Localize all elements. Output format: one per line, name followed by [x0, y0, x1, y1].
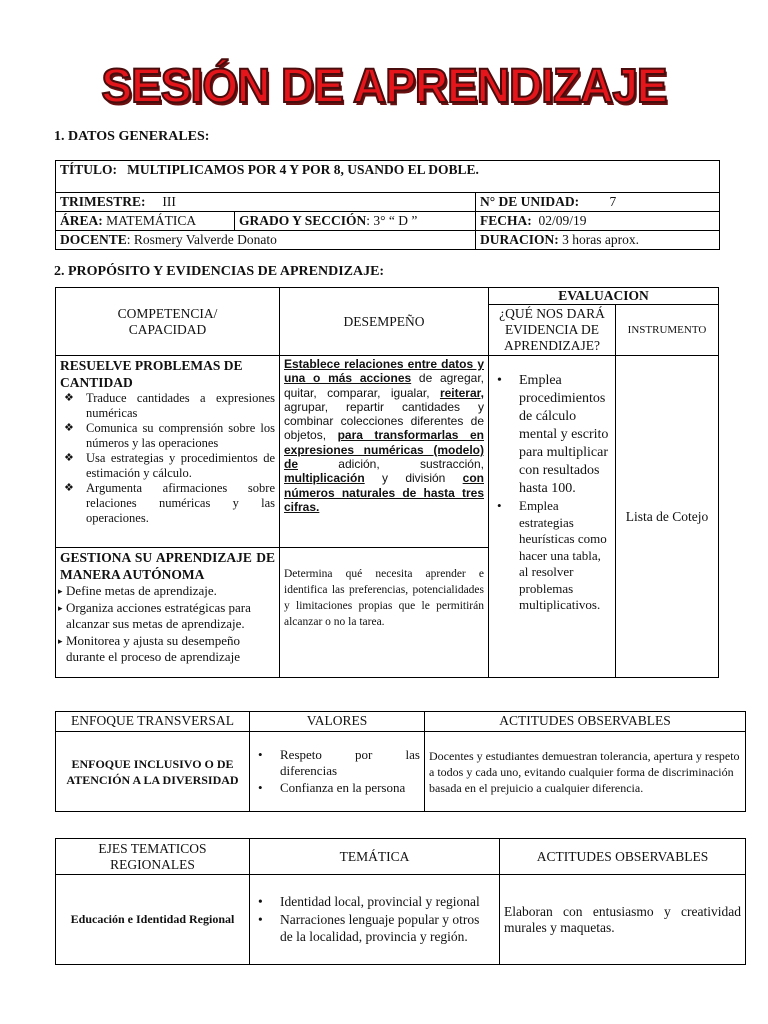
desempeno-1-part: con números naturales de hasta tres cifras. [284, 471, 484, 514]
evaluacion-header: EVALUACION [489, 288, 719, 305]
competencia-2-cell [56, 548, 280, 678]
list-item: ❖ Traduce cantidades a expresiones numéricas [60, 391, 275, 421]
list-item: • Emplea procedimientos de cálculo mental y escrito para multiplicar con resultados hasta 100. [493, 372, 611, 498]
desempeno-1-part: y división [364, 471, 463, 486]
desempeno-header: DESEMPEÑO [280, 288, 489, 356]
duracion-label: DURACION: [480, 232, 559, 247]
section-1-heading: 1. DATOS GENERALES: [54, 129, 210, 144]
desempeno-1-part: reiterar, [439, 385, 484, 400]
desempeno-2-cell: Determina qué necesita aprender e identifica las preferencias, potencialidades y limitaciones propias que le permitirán alcanzar o no la tarea. [280, 548, 489, 678]
competencia-2-list [60, 583, 275, 666]
desempeno-1-part: multiplicación [284, 471, 365, 486]
trimestre-value: III [162, 194, 176, 209]
list-item: • Emplea estrategias heurísticas como hacer una tabla, al resolver problemas multiplicativos. [493, 498, 611, 614]
ejes-header-1: EJES TEMATICOS REGIONALES [56, 839, 250, 875]
list-item: • Identidad local, provincial y regional [254, 893, 495, 911]
ejes-header-2: TEMÁTICA [250, 839, 500, 875]
competencia-2-title: GESTIONA SU APRENDIZAJE DE MANERA AUTÓNOMA [60, 550, 275, 582]
ejes-table [55, 838, 746, 965]
list-item: • Narraciones lenguaje popular y otros de la localidad, provincia y región. [254, 911, 495, 946]
competencia-1-title: RESUELVE PROBLEMAS DE CANTIDAD [60, 358, 243, 390]
grado-value: : 3° “ D ” [366, 213, 418, 228]
ejes-name: Educación e Identidad Regional [56, 875, 250, 965]
list-item: • Respeto por las diferencias [254, 747, 420, 780]
document-title-banner [0, 58, 768, 112]
trimestre-cell [56, 193, 476, 212]
docente-cell [56, 231, 476, 250]
enfoque-header-1: ENFOQUE TRANSVERSAL [56, 712, 250, 732]
desempeno-1-part: agrupar, repartir cantidades y combinar colecciones diferentes de objetos, [284, 399, 484, 443]
competencia-header [56, 288, 280, 356]
desempeno-1-part: de agregar, quitar, comparar, igualar, [284, 371, 484, 400]
area-cell [56, 212, 235, 231]
list-item: ❖ Argumenta afirmaciones sobre relaciones numéricas y las operaciones. [60, 481, 275, 526]
list-item: • Confianza en la persona [254, 780, 420, 797]
proposito-table [55, 287, 719, 678]
enfoque-table [55, 711, 746, 812]
ejes-tematica-cell [250, 875, 500, 965]
duracion-cell [476, 231, 720, 250]
docente-label: DOCENTE [60, 232, 127, 247]
titulo-cell [56, 161, 720, 193]
list-item: ❖ Comunica su comprensión sobre los números y las operaciones [60, 421, 275, 451]
grado-label: GRADO Y SECCIÓN [239, 213, 367, 228]
enfoque-name: ENFOQUE INCLUSIVO O DE ATENCIÓN A LA DIVERSIDAD [56, 732, 250, 812]
area-label: ÁREA: [60, 213, 103, 228]
enfoque-valores-cell [250, 732, 425, 812]
list-item: ▸ Define metas de aprendizaje. [60, 583, 275, 600]
enfoque-actitudes: Docentes y estudiantes demuestran tolerancia, apertura y respeto a todos y cada uno, evitando cualquier forma de discriminación basada en el prejuicio a cualquier diferencia. [425, 732, 746, 812]
unidad-cell [476, 193, 720, 212]
unidad-label: N° DE UNIDAD: [480, 194, 580, 209]
unidad-value: 7 [609, 194, 617, 209]
competencia-header-line2: CAPACIDAD [128, 321, 207, 337]
area-value: MATEMÁTICA [106, 213, 197, 228]
titulo-label: TÍTULO: [60, 162, 118, 177]
instrumento-cell: Lista de Cotejo [616, 356, 719, 678]
competencia-header-line1: COMPETENCIA/ [117, 305, 218, 321]
desempeno-1-part: para transformarlas en expresiones numéricas (modelo) de [284, 428, 484, 472]
list-item: ▸ Organiza acciones estratégicas para alcanzar sus metas de aprendizaje. [60, 600, 275, 633]
grado-cell [235, 212, 476, 231]
ejes-header-3: ACTITUDES OBSERVABLES [500, 839, 746, 875]
fecha-cell [476, 212, 720, 231]
evidencia-cell [489, 356, 616, 678]
trimestre-label: TRIMESTRE: [60, 194, 146, 209]
ejes-actitudes: Elaboran con entusiasmo y creatividad murales y maquetas. [500, 875, 746, 965]
docente-value: : Rosmery Valverde Donato [126, 232, 277, 247]
document-title: SESIÓN DE APRENDIZAJE [101, 57, 667, 113]
valores-list [254, 747, 420, 797]
desempeno-1-part: Establece relaciones entre datos y una o más acciones [284, 357, 484, 386]
instrumento-header: INSTRUMENTO [616, 305, 719, 356]
desempeno-1-cell [280, 356, 489, 548]
desempeno-1-part: adición, sustracción, [298, 457, 484, 472]
evidencia-list [493, 372, 611, 614]
competencia-1-cell [56, 356, 280, 548]
competencia-1-list [60, 391, 275, 526]
evidencia-header: ¿QUÉ NOS DARÁ EVIDENCIA DE APRENDIZAJE? [489, 305, 616, 356]
list-item: ❖ Usa estrategias y procedimientos de estimación y cálculo. [60, 451, 275, 481]
enfoque-header-2: VALORES [250, 712, 425, 732]
titulo-value: MULTIPLICAMOS POR 4 Y POR 8, USANDO EL DOBLE. [127, 162, 479, 177]
fecha-label: FECHA: [480, 213, 532, 228]
enfoque-header-3: ACTITUDES OBSERVABLES [425, 712, 746, 732]
tematica-list [254, 893, 495, 946]
duracion-value: 3 horas aprox. [562, 232, 639, 247]
fecha-value: 02/09/19 [538, 213, 587, 228]
section-2-heading: 2. PROPÓSITO Y EVIDENCIAS DE APRENDIZAJE: [54, 264, 385, 279]
datos-generales-table [55, 160, 720, 250]
list-item: ▸ Monitorea y ajusta su desempeño durante el proceso de aprendizaje [60, 633, 275, 666]
